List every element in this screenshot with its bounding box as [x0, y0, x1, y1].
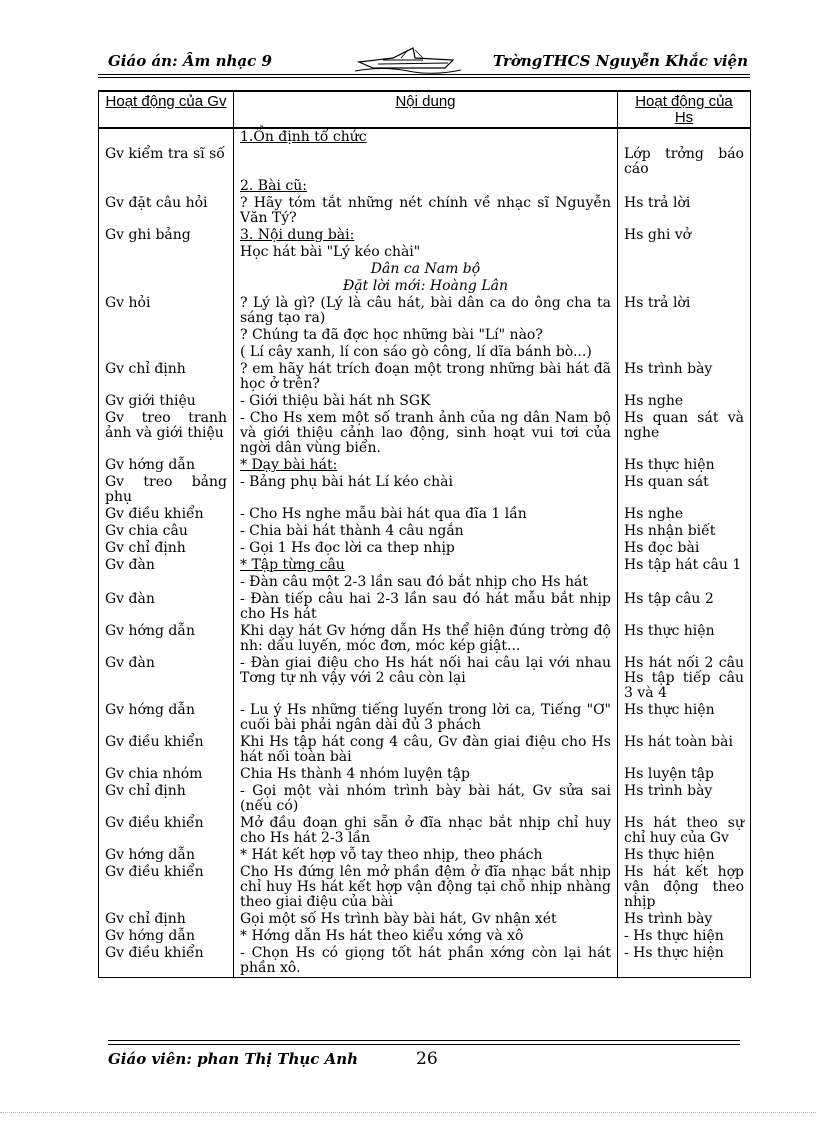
header-student-activity: Hoạt động của Hs — [618, 91, 751, 128]
header-content: Nội dung — [234, 91, 618, 128]
content-cell: ? Lý là gì? (Lý là câu hát, bài dân ca do ông cha ta sáng tạo ra) — [234, 295, 618, 327]
teacher-activity-cell: Gv hỏi — [99, 295, 234, 327]
teacher-activity-cell — [99, 178, 234, 195]
student-activity-cell — [618, 128, 751, 146]
student-activity-cell: Hs nghe — [618, 506, 751, 523]
teacher-activity-cell: Gv hớng dẫn — [99, 702, 234, 734]
student-activity-cell: Hs trình bày — [618, 361, 751, 393]
content-cell: - Chia bài hát thành 4 câu ngắn — [234, 523, 618, 540]
teacher-activity-cell: Gv kiểm tra sĩ số — [99, 146, 234, 178]
teacher-activity-cell: Gv điều khiển — [99, 815, 234, 847]
table-row — [99, 178, 751, 195]
teacher-activity-cell: Gv đặt câu hỏi — [99, 195, 234, 227]
table-row — [99, 261, 751, 278]
teacher-activity-cell — [99, 128, 234, 146]
teacher-activity-cell: Gv treo bảng phụ — [99, 474, 234, 506]
teacher-activity-cell: Gv chỉ định — [99, 540, 234, 557]
table-row — [99, 783, 751, 815]
teacher-activity-cell — [99, 278, 234, 295]
student-activity-cell: Hs tập hát câu 1 — [618, 557, 751, 574]
content-cell: 3. Nội dung bài: — [234, 227, 618, 244]
student-activity-cell: Hs hát nối 2 câu Hs tập tiếp câu 3 và 4 — [618, 655, 751, 702]
student-activity-cell: Hs đọc bài — [618, 540, 751, 557]
student-activity-cell: Hs hát toàn bài — [618, 734, 751, 766]
teacher-activity-cell: Gv điều khiển — [99, 734, 234, 766]
footer-rule — [108, 1040, 740, 1041]
teacher-activity-cell — [99, 261, 234, 278]
content-cell: - Đàn câu một 2-3 lần sau đó bắt nhịp cho Hs hát — [234, 574, 618, 591]
header-teacher-activity: Hoạt động của Gv — [99, 91, 234, 128]
content-cell: - Đàn giai điệu cho Hs hát nối hai câu lại với nhau Tơng tự nh vậy với 2 câu còn lại — [234, 655, 618, 702]
teacher-activity-cell: Gv chia câu — [99, 523, 234, 540]
table-row — [99, 655, 751, 702]
table-row — [99, 146, 751, 178]
student-activity-cell: Hs thực hiện — [618, 623, 751, 655]
table-row — [99, 393, 751, 410]
student-activity-cell: Hs quan sát và nghe — [618, 410, 751, 457]
table-row — [99, 945, 751, 978]
content-cell: Chia Hs thành 4 nhóm luyện tập — [234, 766, 618, 783]
page-number: 26 — [416, 1049, 438, 1069]
teacher-activity-cell: Gv điều khiển — [99, 945, 234, 978]
student-activity-cell: Hs nghe — [618, 393, 751, 410]
teacher-activity-cell: Gv đàn — [99, 557, 234, 574]
student-activity-cell: Lớp trởng báo cáo — [618, 146, 751, 178]
page-edge-dotted — [0, 1112, 816, 1113]
teacher-activity-cell — [99, 344, 234, 361]
teacher-activity-cell: Gv chia nhóm — [99, 766, 234, 783]
page-footer — [108, 1046, 748, 1076]
table-row — [99, 327, 751, 344]
table-row — [99, 574, 751, 591]
content-cell: 2. Bài cũ: — [234, 178, 618, 195]
table-row — [99, 557, 751, 574]
table-row — [99, 864, 751, 911]
table-row — [99, 702, 751, 734]
table-row — [99, 815, 751, 847]
teacher-activity-cell: Gv đàn — [99, 655, 234, 702]
student-activity-cell — [618, 344, 751, 361]
student-activity-cell: Hs luyện tập — [618, 766, 751, 783]
table-header-row — [99, 91, 751, 128]
content-cell: - Bảng phụ bài hát Lí kéo chài — [234, 474, 618, 506]
content-cell: 1.Ổn định tổ chức — [234, 128, 618, 146]
teacher-activity-cell — [99, 574, 234, 591]
header-rule — [98, 74, 750, 75]
content-cell: * Tập từng câu — [234, 557, 618, 574]
table-row — [99, 734, 751, 766]
student-activity-cell: Hs hát theo sự chỉ huy của Gv — [618, 815, 751, 847]
student-activity-cell: Hs trả lời — [618, 195, 751, 227]
table-row — [99, 410, 751, 457]
content-cell: Dân ca Nam bộ — [234, 261, 618, 278]
student-activity-cell — [618, 178, 751, 195]
table-row — [99, 128, 751, 146]
lesson-table — [98, 90, 751, 978]
content-cell: ? Hãy tóm tắt những nét chính về nhạc sĩ Nguyễn Văn Tý? — [234, 195, 618, 227]
table-row — [99, 506, 751, 523]
content-cell: ? Chúng ta đã đợc học những bài "Lí" nào? — [234, 327, 618, 344]
teacher-activity-cell: Gv ghi bảng — [99, 227, 234, 244]
content-cell: Cho Hs đứng lên mở phần đệm ở đĩa nhạc bắt nhịp chỉ huy Hs hát kết hợp vận động tại chỗ nhịp nhàng theo giai điệu của bài — [234, 864, 618, 911]
table-row — [99, 295, 751, 327]
teacher-activity-cell: Gv hớng dẫn — [99, 623, 234, 655]
table-row — [99, 227, 751, 244]
teacher-activity-cell — [99, 244, 234, 261]
table-row — [99, 911, 751, 928]
student-activity-cell: Hs thực hiện — [618, 847, 751, 864]
teacher-activity-cell: Gv chỉ định — [99, 361, 234, 393]
teacher-activity-cell: Gv đàn — [99, 591, 234, 623]
student-activity-cell — [618, 574, 751, 591]
student-activity-cell: Hs tập câu 2 — [618, 591, 751, 623]
student-activity-cell: Hs thực hiện — [618, 457, 751, 474]
content-cell: - Giới thiệu bài hát nh SGK — [234, 393, 618, 410]
table-row — [99, 523, 751, 540]
content-cell — [234, 146, 618, 178]
table-row — [99, 457, 751, 474]
content-cell: - Lu ý Hs những tiếng luyến trong lời ca, Tiếng "Ơ" cuối bài phải ngân dài đủ 3 phách — [234, 702, 618, 734]
footer-teacher-name: Giáo viên: phan Thị Thục Anh — [108, 1050, 359, 1068]
content-cell: Mở đầu đoạn ghi sẵn ở đĩa nhạc bắt nhịp chỉ huy cho Hs hát 2-3 lần — [234, 815, 618, 847]
student-activity-cell: Hs trình bày — [618, 783, 751, 815]
content-cell: - Đàn tiếp câu hai 2-3 lần sau đó hát mẫu bắt nhịp cho Hs hát — [234, 591, 618, 623]
student-activity-cell: - Hs thực hiện — [618, 928, 751, 945]
content-cell: * Dạy bài hát: — [234, 457, 618, 474]
header-subject: Giáo án: Âm nhạc 9 — [108, 52, 272, 70]
table-row — [99, 540, 751, 557]
content-cell: - Cho Hs nghe mẫu bài hát qua đĩa 1 lần — [234, 506, 618, 523]
student-activity-cell: Hs trình bày — [618, 911, 751, 928]
content-cell: ( Lí cây xanh, lí con sáo gò công, lí dĩa bánh bò...) — [234, 344, 618, 361]
student-activity-cell: Hs thực hiện — [618, 702, 751, 734]
content-cell: ? em hãy hát trích đoạn một trong những bài hát đã học ở trên? — [234, 361, 618, 393]
table-row — [99, 244, 751, 261]
teacher-activity-cell: Gv điều khiển — [99, 506, 234, 523]
student-activity-cell: Hs nhận biết — [618, 523, 751, 540]
content-cell: Gọi một số Hs trình bày bài hát, Gv nhận xét — [234, 911, 618, 928]
content-cell: Đặt lời mới: Hoàng Lân — [234, 278, 618, 295]
student-activity-cell: Hs trả lời — [618, 295, 751, 327]
student-activity-cell: Hs ghi vở — [618, 227, 751, 244]
content-cell: Khi Hs tập hát cong 4 câu, Gv đàn giai điệu cho Hs hát nối toàn bài — [234, 734, 618, 766]
content-cell: - Gọi 1 Hs đọc lời ca thep nhịp — [234, 540, 618, 557]
content-cell: - Gọi một vài nhóm trình bày bài hát, Gv sửa sai (nếu có) — [234, 783, 618, 815]
student-activity-cell — [618, 327, 751, 344]
teacher-activity-cell: Gv hớng dẫn — [99, 847, 234, 864]
header-rule-thin — [98, 77, 750, 78]
header-school: TrờngTHCS Nguyễn Khắc viện — [492, 52, 748, 70]
footer-rule-thin — [108, 1044, 740, 1045]
teacher-activity-cell: Gv treo tranh ảnh và giới thiệu — [99, 410, 234, 457]
content-cell: Học hát bài "Lý kéo chài" — [234, 244, 618, 261]
table-row — [99, 361, 751, 393]
ship-ornament-icon — [353, 44, 463, 76]
teacher-activity-cell: Gv điều khiển — [99, 864, 234, 911]
table-row — [99, 847, 751, 864]
table-row — [99, 344, 751, 361]
student-activity-cell: Hs hát kết hợp vận động theo nhịp — [618, 864, 751, 911]
student-activity-cell — [618, 244, 751, 261]
table-row — [99, 928, 751, 945]
student-activity-cell: - Hs thực hiện — [618, 945, 751, 978]
content-cell: Khi dạy hát Gv hớng dẫn Hs thể hiện đúng trờng độ nh: dấu luyến, móc đơn, móc kép giật... — [234, 623, 618, 655]
content-cell: - Chọn Hs có giọng tốt hát phần xớng còn lại hát phần xô. — [234, 945, 618, 978]
table-row — [99, 591, 751, 623]
teacher-activity-cell: Gv hớng dẫn — [99, 928, 234, 945]
teacher-activity-cell: Gv chỉ định — [99, 911, 234, 928]
teacher-activity-cell — [99, 327, 234, 344]
student-activity-cell: Hs quan sát — [618, 474, 751, 506]
teacher-activity-cell: Gv giới thiệu — [99, 393, 234, 410]
table-row — [99, 474, 751, 506]
table-row — [99, 195, 751, 227]
content-cell: * Hát kết hợp vỗ tay theo nhịp, theo phách — [234, 847, 618, 864]
content-cell: * Hớng dẫn Hs hát theo kiểu xớng và xô — [234, 928, 618, 945]
student-activity-cell — [618, 278, 751, 295]
student-activity-cell — [618, 261, 751, 278]
teacher-activity-cell: Gv chỉ định — [99, 783, 234, 815]
teacher-activity-cell: Gv hớng dẫn — [99, 457, 234, 474]
table-row — [99, 766, 751, 783]
content-cell: - Cho Hs xem một số tranh ảnh của ng dân Nam bộ và giới thiệu cảnh lao động, sinh hoạt vui tơi của ngời dân vùng biển. — [234, 410, 618, 457]
table-row — [99, 623, 751, 655]
table-row — [99, 278, 751, 295]
